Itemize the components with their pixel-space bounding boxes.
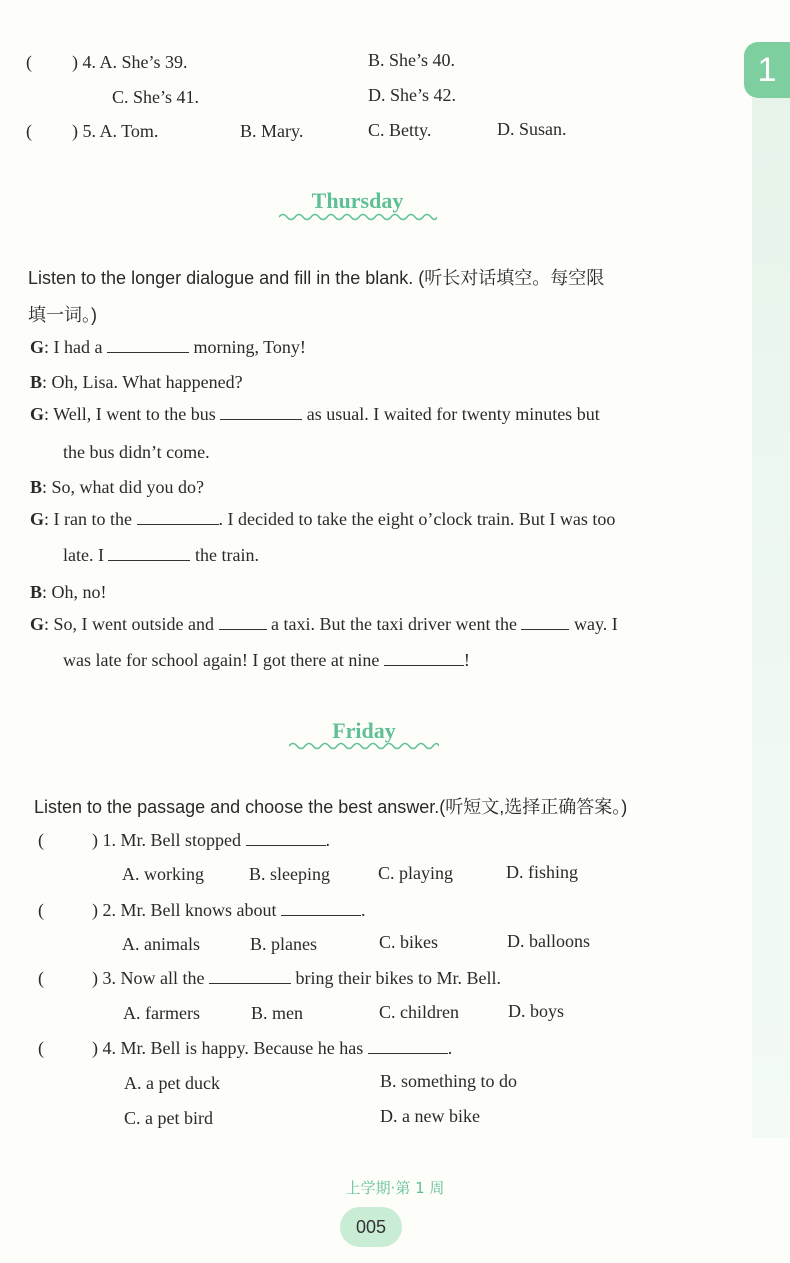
option-a: A. a pet duck: [124, 1073, 220, 1093]
fill-blank[interactable]: [521, 615, 569, 630]
line-text: . I decided to take the eight o’clock train. But I was too: [218, 509, 616, 529]
option-a: A. farmers: [123, 1003, 200, 1023]
side-decoration-strip: [752, 98, 790, 1138]
fill-blank[interactable]: [107, 338, 189, 353]
dialogue-continuation: [63, 650, 470, 671]
option-c: C. playing: [378, 863, 453, 883]
option-c: C. children: [379, 1002, 459, 1022]
speaker-colon: :: [44, 404, 50, 424]
fill-blank[interactable]: [137, 510, 219, 525]
speaker-colon: :: [42, 582, 48, 602]
line-text: was late for school again! I got there at nine: [63, 650, 380, 670]
question-stem: 1. Mr. Bell stopped: [102, 830, 241, 850]
question-stem: 3. Now all the: [102, 968, 205, 988]
speaker-label: G: [30, 614, 45, 634]
option-d: D. boys: [508, 1001, 565, 1021]
dialogue-line: [30, 404, 600, 425]
unit-tab-number: 1: [757, 50, 777, 89]
answer-paren-close: ): [72, 52, 78, 72]
line-text: Well, I went to the bus: [53, 404, 216, 424]
speaker-label: G: [30, 337, 45, 357]
question-5: [26, 121, 158, 142]
line-text: So, I went outside and: [53, 614, 215, 634]
footer-label: 上学期·第 1 周: [345, 1179, 445, 1197]
answer-paren-close: ): [72, 121, 78, 141]
option-d: D. Susan.: [497, 119, 567, 139]
line-text: I ran to the: [53, 509, 132, 529]
option-c: C. She’s 41.: [112, 87, 200, 107]
question-4: [38, 1038, 452, 1059]
answer-paren-close: ): [92, 1038, 98, 1058]
line-text: I had a: [53, 337, 103, 357]
dialogue-line: [30, 337, 306, 358]
answer-paren-open: (: [26, 52, 32, 72]
line-text: the train.: [194, 545, 259, 565]
option-b: B. men: [251, 1003, 303, 1023]
dialogue-line: [30, 582, 107, 603]
option-c: C. a pet bird: [124, 1108, 213, 1128]
speaker-colon: :: [42, 372, 48, 392]
line-text: way. I: [573, 614, 618, 634]
answer-paren-open: (: [38, 968, 44, 988]
line-text: So, what did you do?: [51, 477, 205, 497]
line-text: late. I: [63, 545, 104, 565]
speaker-label: G: [30, 509, 45, 529]
option-a: A. animals: [122, 934, 200, 954]
question-stem-end: .: [325, 830, 330, 850]
speaker-colon: :: [44, 337, 50, 357]
instruction-line: Listen to the passage and choose the best answer.(听短文,选择正确答案。): [34, 797, 628, 817]
question-stem: 2. Mr. Bell knows about: [102, 900, 277, 920]
dialogue-line: [30, 614, 618, 635]
answer-paren-open: (: [26, 121, 32, 141]
question-stem: 4. A. She’s 39.: [82, 52, 188, 72]
speaker-colon: :: [44, 509, 50, 529]
question-2: [38, 900, 366, 921]
question-4: [26, 52, 188, 73]
option-d: D. a new bike: [380, 1106, 480, 1126]
question-stem: 5. A. Tom.: [82, 121, 159, 141]
line-text: a taxi. But the taxi driver went the: [271, 614, 517, 634]
dialogue-line: [30, 509, 615, 530]
option-c: C. bikes: [379, 932, 439, 952]
question-1: [38, 830, 330, 851]
fill-blank[interactable]: [108, 546, 190, 561]
line-text: morning, Tony!: [193, 337, 306, 357]
instruction-line-2: 填一词。): [28, 305, 97, 325]
speaker-label: B: [30, 582, 43, 602]
instruction-line-1: Listen to the longer dialogue and fill in the blank. (听长对话填空。每空限: [28, 268, 605, 288]
speaker-label: B: [30, 372, 43, 392]
fill-blank[interactable]: [384, 651, 464, 666]
option-c: C. Betty.: [368, 120, 432, 140]
question-3: [38, 968, 501, 989]
answer-paren-close: ): [92, 968, 98, 988]
answer-paren-close: ): [92, 830, 98, 850]
speaker-colon: :: [42, 477, 48, 497]
speaker-label: B: [30, 477, 43, 497]
speaker-label: G: [30, 404, 45, 424]
fill-blank: [209, 969, 291, 984]
line-text: Oh, Lisa. What happened?: [51, 372, 243, 392]
question-stem-end: bring their bikes to Mr. Bell.: [295, 968, 501, 988]
section-title-thursday: Thursday: [311, 188, 404, 213]
fill-blank: [368, 1039, 448, 1054]
unit-tab: [744, 42, 790, 98]
section-title-friday: Friday: [332, 718, 396, 743]
dialogue-line: [30, 372, 243, 393]
page-number-text: 005: [355, 1216, 387, 1237]
option-b: B. sleeping: [249, 864, 330, 884]
dialogue-continuation: [63, 545, 259, 566]
option-b: B. She’s 40.: [368, 50, 456, 70]
option-d: D. fishing: [506, 862, 578, 882]
speaker-colon: :: [44, 614, 50, 634]
answer-paren-close: ): [92, 900, 98, 920]
option-a: A. working: [122, 864, 204, 884]
answer-paren-open: (: [38, 900, 44, 920]
answer-paren-open: (: [38, 1038, 44, 1058]
option-b: B. planes: [250, 934, 317, 954]
fill-blank: [281, 901, 361, 916]
fill-blank[interactable]: [219, 615, 267, 630]
option-b: B. Mary.: [240, 121, 304, 141]
fill-blank: [246, 831, 326, 846]
page-number: [340, 1207, 402, 1247]
option-d: D. She’s 42.: [368, 85, 457, 105]
line-text: !: [463, 650, 470, 670]
question-stem: 4. Mr. Bell is happy. Because he has: [102, 1038, 364, 1058]
line-text: Oh, no!: [51, 582, 107, 602]
answer-paren-open: (: [38, 830, 44, 850]
fill-blank[interactable]: [220, 405, 302, 420]
line-text: as usual. I waited for twenty minutes but: [306, 404, 600, 424]
dialogue-line: [30, 477, 204, 498]
option-d: D. balloons: [507, 931, 590, 951]
wave-underline: [289, 741, 439, 751]
wave-underline: [279, 212, 437, 222]
option-b: B. something to do: [380, 1071, 518, 1091]
dialogue-continuation: the bus didn’t come.: [63, 442, 210, 462]
question-stem-end: .: [361, 900, 366, 920]
question-stem-end: .: [447, 1038, 453, 1058]
